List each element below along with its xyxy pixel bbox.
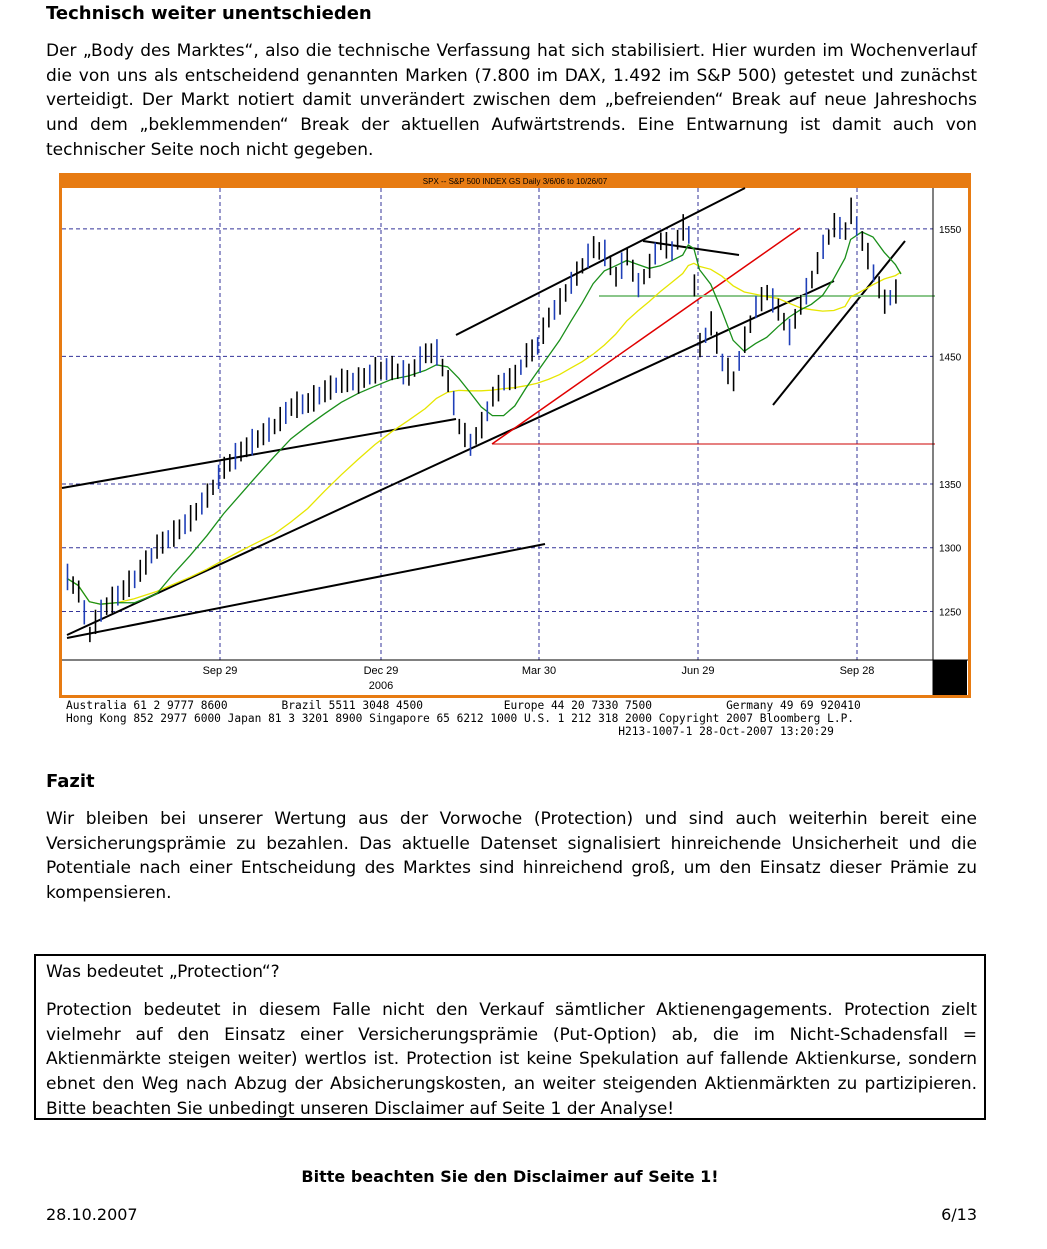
chart-panel [62,188,968,695]
footer-date: 28.10.2007 [46,1205,138,1224]
paragraph-fazit: Wir bleiben bei unserer Wertung aus der Vorwoche (Protection) und sind auch weiterhin bereit eine Versicherungsprämie zu bezahlen. Das aktuelle Datenset signalisiert hinreichende Unsicherheit und die Potentiale nach einer Entscheidung des Marktes sind hinreichend groß, um den Einsatz dieser Prämie zu kompensieren. [46,809,977,904]
y-tick-label: 1350 [939,479,962,491]
chart-svg [59,173,971,698]
x-tick-label: Jun 29 [681,665,715,677]
x-tick-label: Mar 30 [521,665,557,677]
y-tick-label: 1250 [939,607,962,619]
x-tick-label: Sep 28 [839,665,875,677]
chart-corner-block [933,660,967,695]
section-title-fazit: Fazit [46,771,95,792]
y-tick-label: 1450 [939,352,962,364]
chart-title: SPX -- S&P 500 INDEX GS Daily 3/6/06 to 10/26/07 [422,177,608,186]
y-tick-label: 1550 [939,224,962,236]
x-tick-label: Sep 29 [202,665,238,677]
y-tick-label: 1300 [939,543,962,555]
page-number: 6/13 [941,1205,977,1224]
spx-chart [59,173,971,698]
disclaimer-note: Bitte beachten Sie den Disclaimer auf Seite 1! [301,1167,719,1186]
paragraph-technical: Der „Body des Marktes“, also die technische Verfassung hat sich stabilisiert. Hier wurden im Wochenverlauf die von uns als entscheidend genannten Marken (7.800 im DAX, 1.492 im S&P 500) getestet und zunächst verteidigt. Der Markt notiert damit unverändert zwischen dem „befreienden“ Break auf neue Jahreshochs und dem „beklemmenden“ Break der aktuellen Aufwärtstrends. Eine Entwarnung ist damit auch von technischer Seite noch nicht gegeben. [46,41,977,160]
protection-question: Was bedeutet „Protection“? [46,962,280,982]
protection-info-box [34,954,986,1120]
bloomberg-contacts-line1: Australia 61 2 9777 8600 Brazil 5511 3048 4500 Europe 44 20 7330 7500 Germany 49 69 920410 [66,699,861,712]
x-tick-label: Dec 29 [363,665,399,677]
protection-answer: Protection bedeutet in diesem Falle nicht den Verkauf sämtlicher Aktienengagements. Protection zielt vielmehr auf den Einsatz einer Versicherungsprämie (Put-Option) ab, die im Nicht-Schadensfall = Aktienmärkte steigen weiter) wertlos ist. Protection ist keine Spekulation auf fallende Aktienkurse, sondern ebnet den Weg nach Abzug der Absicherungskosten, an weiter steigenden Aktienmärkten zu partizipieren. Bitte beachten Sie unbedingt unseren Disclaimer auf Seite 1 der Analyse! [46,1000,977,1119]
bloomberg-contacts-line2: Hong Kong 852 2977 6000 Japan 81 3 3201 8900 Singapore 65 6212 1000 U.S. 1 212 318 2000 Copyright 2007 Bloomberg L.P. [66,712,855,725]
x-year-label: 2006 [368,680,394,692]
bloomberg-timestamp: H213-1007-1 28-Oct-2007 13:20:29 [66,725,834,738]
section-title-technical: Technisch weiter unentschieden [46,3,372,24]
